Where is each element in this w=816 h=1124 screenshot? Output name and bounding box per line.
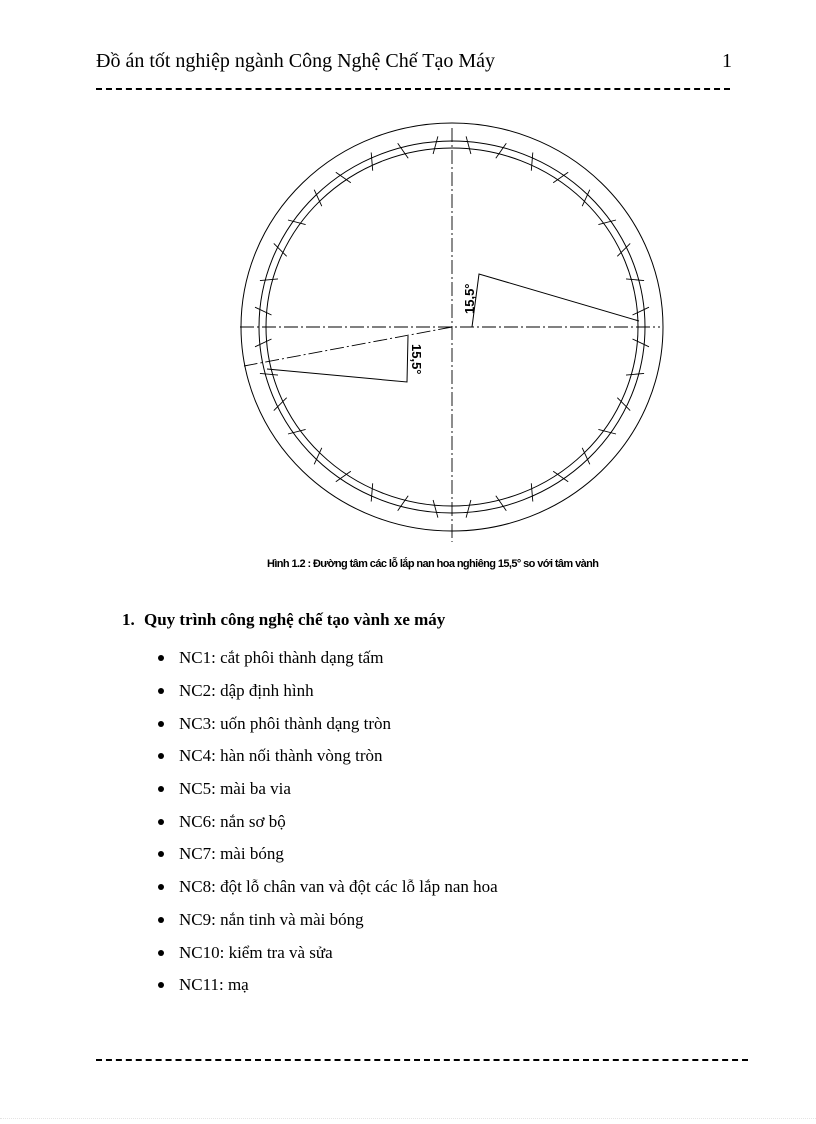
spoke-hole-tick [531, 153, 533, 171]
lower-angle-marker [267, 336, 408, 382]
list-item: NC2: dập định hình [158, 675, 498, 708]
spoke-hole-tick [617, 398, 630, 411]
process-steps-list [158, 642, 498, 1002]
spoke-hole-tick [274, 398, 287, 411]
spoke-hole-tick [371, 153, 373, 171]
list-item: NC6: nắn sơ bộ [158, 805, 498, 838]
list-item: NC3: uốn phôi thành dạng tròn [158, 707, 498, 740]
spoke-hole-tick [398, 143, 409, 158]
spoke-hole-tick [617, 243, 630, 256]
spoke-hole-tick [582, 448, 590, 465]
section-title: Quy trình công nghệ chế tạo vành xe máy [144, 610, 446, 629]
header-rule [96, 88, 730, 90]
list-item: NC1: cắt phôi thành dạng tấm [158, 642, 498, 675]
spoke-hole-tick [260, 279, 278, 281]
list-item: NC9: nắn tinh và mài bóng [158, 904, 498, 937]
page-number: 1 [722, 50, 732, 72]
spoke-hole-tick [288, 220, 306, 225]
spoke-hole-tick [598, 220, 616, 225]
spoke-hole-tick [398, 496, 409, 511]
section-number: 1. [122, 610, 135, 629]
spoke-hole-tick [633, 339, 650, 347]
spoke-hole-tick [433, 136, 438, 154]
list-item: NC7: mài bóng [158, 838, 498, 871]
spoke-hole-tick [466, 136, 471, 154]
spoke-hole-tick [496, 496, 507, 511]
list-item: NC4: hàn nối thành vòng tròn [158, 740, 498, 773]
list-item: NC10: kiểm tra và sửa [158, 936, 498, 969]
spoke-hole-tick [626, 373, 644, 375]
angle-label-upper: 15,5° [462, 283, 477, 314]
page-header [96, 50, 732, 73]
spoke-hole-tick [371, 483, 373, 501]
spoke-hole-tick [598, 429, 616, 434]
spoke-hole-tick [314, 190, 322, 207]
spoke-hole-tick [633, 307, 650, 315]
page-bottom-edge [0, 1118, 816, 1124]
header-title: Đồ án tốt nghiệp ngành Công Nghệ Chế Tạo Máy [96, 50, 496, 72]
spoke-hole-tick [274, 243, 287, 256]
spoke-hole-tick [582, 190, 590, 207]
spoke-hole-tick [433, 500, 438, 518]
section-heading [122, 610, 445, 630]
spoke-hole-tick [260, 373, 278, 375]
figure-caption: Hình 1.2 : Đường tâm các lỗ lắp nan hoa nghiêng 15,5° so với tâm vành [267, 558, 599, 570]
angle-label-lower: 15,5° [409, 344, 424, 375]
footer-rule [96, 1059, 748, 1061]
list-item: NC11: mạ [158, 969, 498, 1002]
spoke-hole-tick [255, 339, 272, 347]
list-item: NC8: đột lỗ chân van và đột các lỗ lắp nan hoa [158, 871, 498, 904]
spoke-hole-tick [288, 429, 306, 434]
spoke-hole-tick [496, 143, 507, 158]
spoke-hole-tick [314, 448, 322, 465]
spoke-hole-tick [626, 279, 644, 281]
rim-diagram [230, 118, 670, 548]
spoke-hole-tick [255, 307, 272, 315]
list-item: NC5: mài ba via [158, 773, 498, 806]
upper-angle-marker [472, 274, 639, 327]
spoke-hole-tick [531, 483, 533, 501]
spoke-hole-tick [466, 500, 471, 518]
